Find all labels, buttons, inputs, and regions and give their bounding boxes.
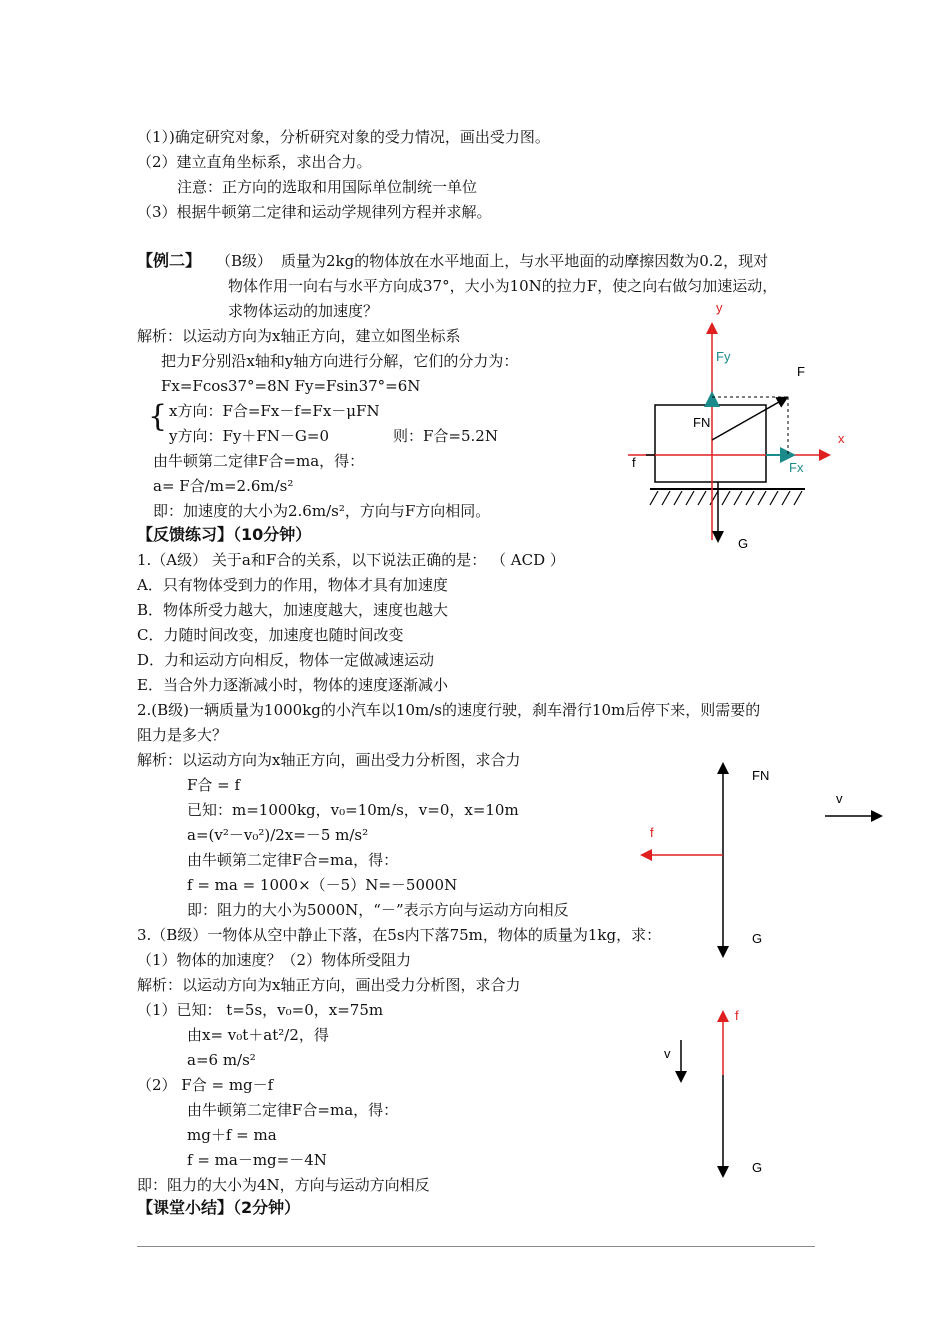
q3-solution-2: （1）已知： t=5s，v₀=0，x=75m (137, 1001, 384, 1019)
fy-label: Fy (716, 349, 731, 364)
q3-solution-9: 即：阻力的大小为4N，方向与运动方向相反 (137, 1176, 430, 1194)
example2-solution-5: y方向：Fy＋FN－G=0 (169, 427, 329, 445)
q2-solution-2: F合 = f (187, 776, 241, 794)
g-label-2: G (752, 931, 763, 946)
v-label-2: v (836, 791, 843, 806)
q3-solution-1: 解析：以运动方向为x轴正方向，画出受力分析图，求合力 (137, 976, 521, 994)
q2-solution-5: 由牛顿第二定律F合=ma，得： (187, 851, 399, 869)
example2-solution-5b: 则：F合=5.2N (393, 427, 498, 445)
v-label-3: v (664, 1046, 671, 1061)
feedback-q2-line1: 2.(B级)一辆质量为1000kg的小汽车以10m/s的速度行驶，刹车滑行10m后停下来，则需要的 (137, 701, 761, 719)
step-note: 注意：正方向的选取和用国际单位制统一单位 (177, 178, 478, 196)
feedback-q3-line1: 3.（B级）一物体从空中静止下落，在5s内下落75m，物体的质量为1kg，求： (137, 926, 662, 944)
example2-solution-3: Fx=Fcos37°=8N Fy=Fsin37°=6N (161, 377, 421, 395)
fn-label-2: FN (752, 768, 770, 783)
step-1: （1）)确定研究对象，分析研究对象的受力情况，画出受力图。 (137, 128, 550, 146)
q2-solution-6: f = ma = 1000×（－5）N=－5000N (187, 876, 458, 894)
option-c: C．力随时间改变，加速度也随时间改变 (137, 626, 404, 644)
f-label-3: f (735, 1008, 739, 1023)
option-b: B．物体所受力越大，加速度越大，速度也越大 (137, 601, 449, 619)
example2-solution-4: x方向：F合=Fx－f=Fx－μFN (169, 402, 380, 420)
step-2: （2）建立直角坐标系，求出合力。 (137, 153, 372, 171)
example2-solution-2: 把力F分别沿x轴和y轴方向进行分解，它们的分力为： (161, 352, 519, 370)
example2-question-line3: 求物体运动的加速度？ (228, 302, 379, 320)
example2-solution-7: a= F合/m=2.6m/s² (153, 477, 294, 495)
q3-solution-8: f = ma－mg=－4N (187, 1151, 327, 1169)
q2-solution-3: 已知：m=1000kg，v₀=10m/s，v=0，x=10m (187, 801, 519, 819)
option-d: D．力和运动方向相反，物体一定做减速运动 (137, 651, 435, 669)
example2-question-line1: 质量为2kg的物体放在水平地面上，与水平地面的动摩擦因数为0.2，现对 (281, 252, 769, 270)
q2-solution-7: 即：阻力的大小为5000N，“－”表示方向与运动方向相反 (187, 901, 569, 919)
example2-solution-1: 解析：以运动方向为x轴正方向，建立如图坐标系 (137, 327, 461, 345)
q3-solution-7: mg＋f = ma (187, 1126, 277, 1144)
example2-question-line2: 物体作用一向右与水平方向成37°，大小为10N的拉力F，使之向右做匀加速运动， (228, 277, 778, 295)
g-label-3: G (752, 1160, 763, 1175)
x-label: x (838, 431, 845, 446)
f-big-label: F (797, 364, 805, 379)
friction-label: f (632, 455, 636, 470)
g-label: G (738, 536, 749, 551)
step-3: （3）根据牛顿第二定律和运动学规律列方程并求解。 (137, 203, 492, 221)
example2-tag: 【例二】 (137, 251, 202, 270)
feedback-q2-line2: 阻力是多大？ (137, 726, 228, 744)
brace: { (148, 399, 168, 434)
feedback-heading: 【反馈练习】（10分钟） (137, 525, 312, 544)
q3-solution-5: （2） F合 = mg－f (137, 1076, 274, 1094)
fx-label: Fx (789, 460, 804, 475)
q3-solution-6: 由牛顿第二定律F合=ma，得： (187, 1101, 399, 1119)
option-a: A．只有物体受到力的作用，物体才具有加速度 (137, 576, 448, 594)
example2-solution-6: 由牛顿第二定律F合=ma，得： (153, 452, 365, 470)
q3-solution-4: a=6 m/s² (187, 1051, 256, 1069)
example2-level: （B级） (216, 252, 273, 270)
q3-solution-3: 由x= v₀t＋at²/2，得 (187, 1026, 329, 1044)
feedback-q1: 1.（A级） 关于a和F合的关系，以下说法正确的是： （ ACD ） (137, 551, 565, 569)
option-e: E．当合外力逐渐减小时，物体的速度逐渐减小 (137, 676, 448, 694)
q2-solution-1: 解析：以运动方向为x轴正方向，画出受力分析图，求合力 (137, 751, 521, 769)
f-label-2: f (650, 825, 654, 840)
footer-rule (137, 1246, 815, 1247)
fn-label: FN (693, 415, 711, 430)
example2-solution-8: 即：加速度的大小为2.6m/s²，方向与F方向相同。 (153, 502, 491, 520)
y-label: y (716, 300, 723, 315)
q2-solution-4: a=(v²－v₀²)/2x=－5 m/s² (187, 826, 369, 844)
summary-heading: 【课堂小结】（2分钟） (137, 1198, 301, 1217)
feedback-q3-line2: （1）物体的加速度？（2）物体所受阻力 (137, 951, 412, 969)
